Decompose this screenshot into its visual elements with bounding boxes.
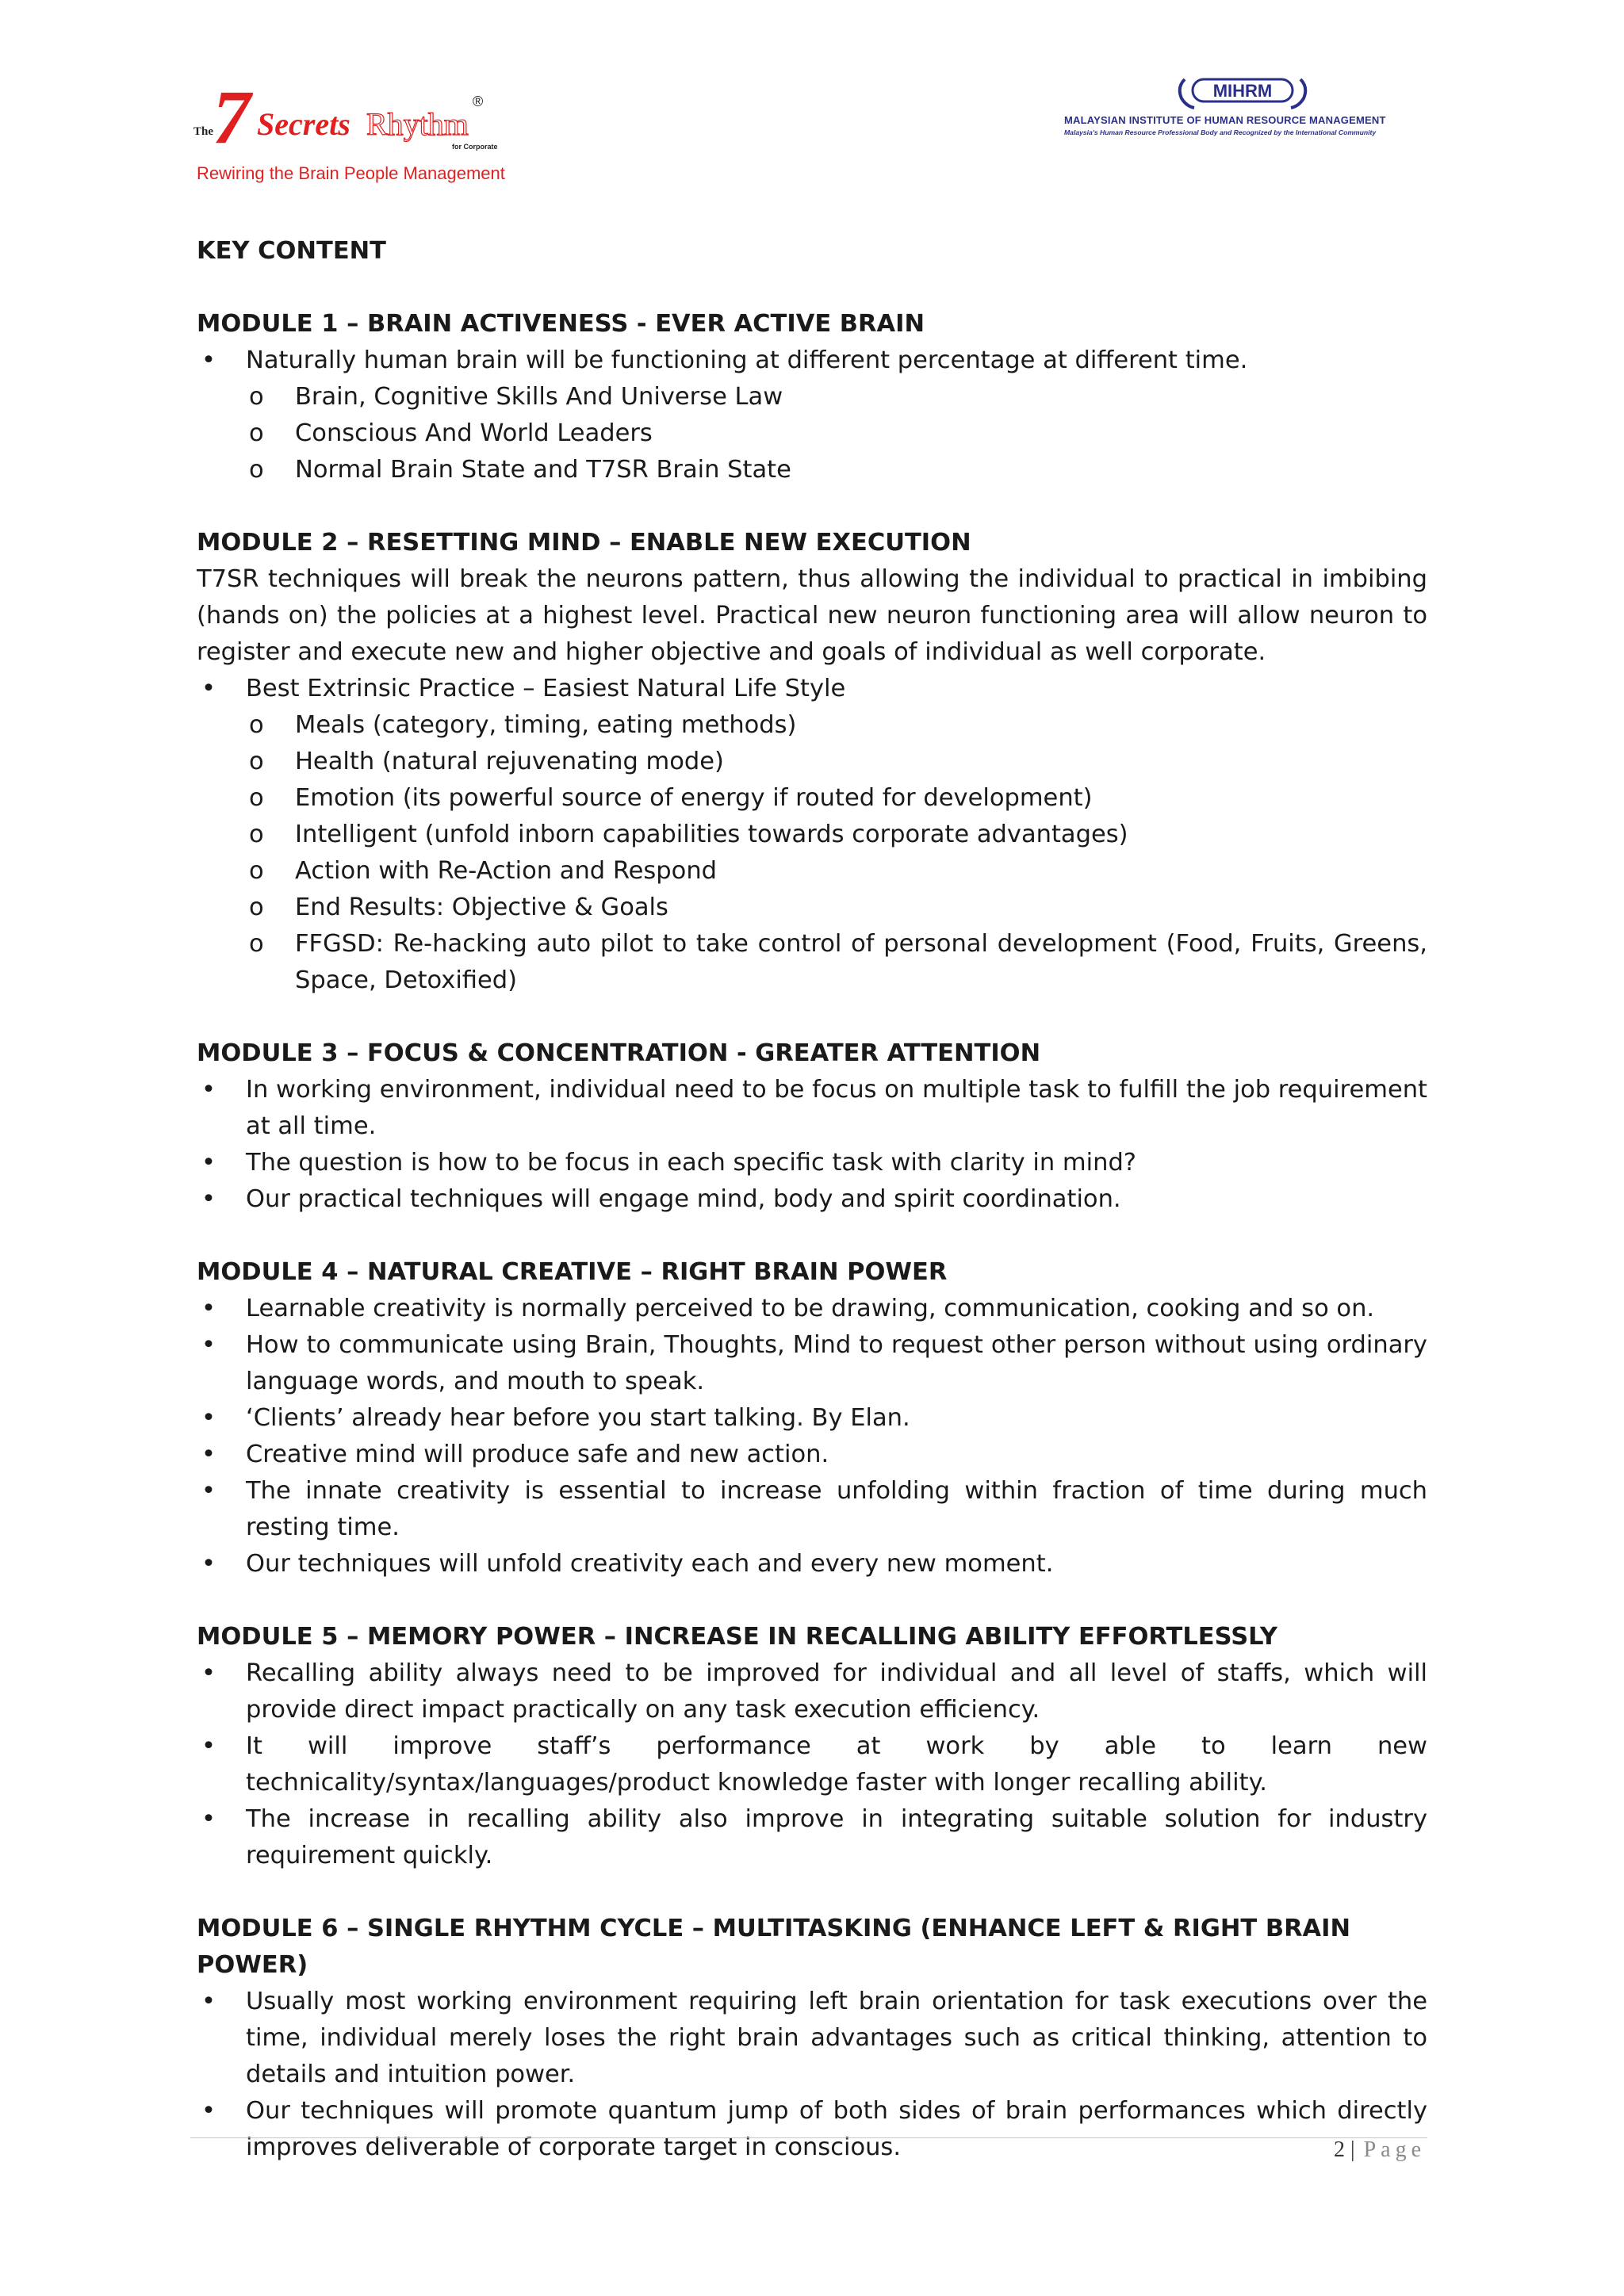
- bullet-list: [197, 342, 1427, 488]
- sub-bullet-item: o Conscious And World Leaders: [197, 415, 1427, 452]
- logo-registered-mark: ®: [473, 94, 484, 109]
- bullet-item: • How to communicate using Brain, Thoughts, Mind to request other person without using ordinary language words, and mouth to speak.: [197, 1327, 1427, 1400]
- page-label: Page: [1363, 2137, 1426, 2162]
- module-section: [197, 1619, 1427, 1874]
- sub-bullet-item: o Action with Re-Action and Respond: [197, 853, 1427, 890]
- bullet-item: • ‘Clients’ already hear before you start talking. By Elan.: [197, 1400, 1427, 1437]
- sub-bullet-item: o Intelligent (unfold inborn capabilities towards corporate advantages): [197, 817, 1427, 853]
- sub-bullet-item: o End Results: Objective & Goals: [197, 890, 1427, 926]
- sub-bullet-item: o Brain, Cognitive Skills And Universe Law: [197, 379, 1427, 415]
- module-section: [197, 1911, 1427, 2166]
- module-section: [197, 306, 1427, 488]
- module-section: [197, 1254, 1427, 1582]
- bullet-list: [197, 1072, 1427, 1218]
- bullet-item: • Creative mind will produce safe and new action.: [197, 1437, 1427, 1473]
- sub-bullet-item: o Emotion (its powerful source of energy if routed for development): [197, 780, 1427, 817]
- bullet-item: • Naturally human brain will be functioning at different percentage at different time.: [197, 342, 1427, 379]
- bullet-item: • In working environment, individual need to be focus on multiple task to fulfill the job requirement at all time.: [197, 1072, 1427, 1145]
- tagline: Rewiring the Brain People Management: [197, 163, 505, 183]
- logo-the-text: The: [193, 125, 214, 138]
- document-body: [197, 233, 1427, 2202]
- logo-for-corporate-text: for Corporate: [452, 143, 498, 151]
- module-title: MODULE 4 – NATURAL CREATIVE – RIGHT BRAIN POWER: [197, 1258, 948, 1286]
- bullet-item: • Recalling ability always need to be improved for individual and all level of staffs, which will provide direct impact practically on any task execution efficiency.: [197, 1655, 1427, 1728]
- bullet-item: • Our techniques will promote quantum jump of both sides of brain performances which directly improves deliverable of corporate target in conscious.: [197, 2093, 1427, 2166]
- module-paragraph: T7SR techniques will break the neurons pattern, thus allowing the individual to practical in imbibing (hands on) the policies at a highest level. Practical new neuron functioning area will allow neuron to register and execute new and higher objective and goals of individual as well corporate.: [197, 565, 1427, 666]
- bullet-item: • Best Extrinsic Practice – Easiest Natural Life Style: [197, 671, 1427, 707]
- bullet-list: [197, 1655, 1427, 1874]
- page-number-value: 2: [1333, 2137, 1345, 2162]
- t7sr-logo-graphic: [193, 70, 511, 157]
- bullet-item: • The innate creativity is essential to increase unfolding within fraction of time during much resting time.: [197, 1473, 1427, 1546]
- module-section: [197, 1035, 1427, 1218]
- mihrm-org-subtitle: Malaysia's Human Resource Professional Body and Recognized by the International Community: [1064, 128, 1377, 136]
- module-title: MODULE 2 – RESETTING MIND – ENABLE NEW EXECUTION: [197, 529, 971, 557]
- mihrm-logo: [1063, 67, 1435, 146]
- page-number-separator: |: [1350, 2137, 1355, 2162]
- module-title: MODULE 3 – FOCUS & CONCENTRATION - GREATER ATTENTION: [197, 1039, 1041, 1067]
- module-title: MODULE 1 – BRAIN ACTIVENESS - EVER ACTIVE BRAIN: [197, 310, 925, 338]
- sub-bullet-item: o Health (natural rejuvenating mode): [197, 744, 1427, 780]
- mihrm-org-name: MALAYSIAN INSTITUTE OF HUMAN RESOURCE MANAGEMENT: [1064, 114, 1386, 126]
- bullet-item: • Our practical techniques will engage mind, body and spirit coordination.: [197, 1181, 1427, 1218]
- bullet-item: • The question is how to be focus in each specific task with clarity in mind?: [197, 1145, 1427, 1181]
- bullet-list: [197, 1291, 1427, 1582]
- document-title: KEY CONTENT: [197, 237, 386, 265]
- bullet-item: • Learnable creativity is normally perceived to be drawing, communication, cooking and so on.: [197, 1291, 1427, 1327]
- logo-seven-text: 7: [213, 75, 251, 157]
- bullet-list: [197, 671, 1427, 999]
- bullet-item: • It will improve staff’s performance at work by able to learn new technicality/syntax/languages/product knowledge faster with longer recalling ability.: [197, 1728, 1427, 1801]
- module-title: MODULE 5 – MEMORY POWER – INCREASE IN RECALLING ABILITY EFFORTLESSLY: [197, 1623, 1277, 1651]
- module-section: [197, 525, 1427, 999]
- sub-bullet-item: o Normal Brain State and T7SR Brain State: [197, 452, 1427, 488]
- bullet-item: • Our techniques will unfold creativity each and every new moment.: [197, 1546, 1427, 1582]
- sub-bullet-item: o Meals (category, timing, eating methods): [197, 707, 1427, 744]
- bullet-list: [197, 1984, 1427, 2166]
- sub-bullet-item: o FFGSD: Re-hacking auto pilot to take control of personal development (Food, Fruits, Greens, Space, Detoxified): [197, 926, 1427, 999]
- module-title: MODULE 6 – SINGLE RHYTHM CYCLE – MULTITASKING (ENHANCE LEFT & RIGHT BRAIN POWER): [197, 1915, 1351, 1979]
- bullet-item: • The increase in recalling ability also improve in integrating suitable solution for industry requirement quickly.: [197, 1801, 1427, 1874]
- bullet-item: • Usually most working environment requiring left brain orientation for task executions over the time, individual merely loses the right brain advantages such as critical thinking, attention to details and intuition power.: [197, 1984, 1427, 2093]
- emblem-text: MIHRM: [1212, 81, 1273, 101]
- logo-secrets-text: Secrets: [257, 106, 350, 142]
- mihrm-emblem: [1063, 67, 1435, 114]
- logo-rhythm-text: Rhythm: [366, 106, 469, 142]
- page-number: [1334, 2137, 1426, 2163]
- footer-divider: [190, 2137, 1427, 2138]
